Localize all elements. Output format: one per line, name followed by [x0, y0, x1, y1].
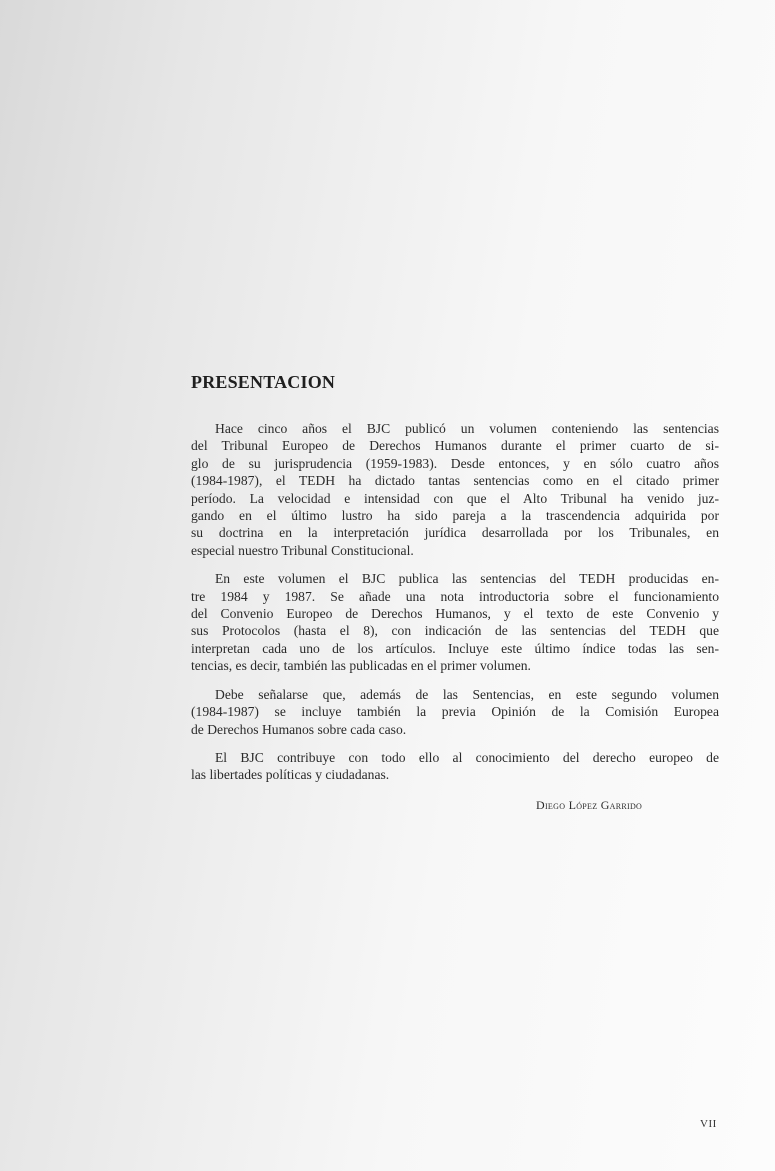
text-line: (1984-1987) se incluye también la previa Opinión de la Comisión Europea [191, 704, 719, 720]
text-line: del Tribunal Europeo de Derechos Humanos durante el primer cuarto de si- [191, 438, 719, 454]
paragraph-4 [191, 749, 719, 784]
paragraph-3 [191, 686, 719, 738]
text-line: glo de su jurisprudencia (1959-1983). Desde entonces, y en sólo cuatro años [191, 455, 719, 471]
text-line: tre 1984 y 1987. Se añade una nota introductoria sobre el funcionamiento [191, 588, 719, 604]
paragraph-1 [191, 420, 719, 559]
text-line: tencias, es decir, también las publicadas en el primer volumen. [191, 658, 531, 674]
text-line: El BJC contribuye con todo ello al conocimiento del derecho europeo de [215, 749, 719, 765]
text-line: su doctrina en la interpretación jurídica desarrollada por los Tribunales, en [191, 525, 719, 541]
text-line: de Derechos Humanos sobre cada caso. [191, 721, 407, 737]
page-title: PRESENTACION [191, 372, 336, 392]
text-line: Hace cinco años el BJC publicó un volumen conteniendo las sentencias [215, 421, 719, 436]
body-text [191, 420, 719, 795]
text-line: del Convenio Europeo de Derechos Humanos, y el texto de este Convenio y [191, 606, 719, 622]
text-line: especial nuestro Tribunal Constitucional. [191, 542, 414, 558]
text-line: En este volumen el BJC publica las sentencias del TEDH producidas en- [215, 571, 719, 587]
paragraph-2 [191, 570, 719, 674]
page-number: VII [700, 1118, 717, 1130]
text-line: Debe señalarse que, además de las Sentencias, en este segundo volumen [215, 686, 719, 702]
text-line: las libertades políticas y ciudadanas. [191, 767, 390, 783]
text-line: sus Protocolos (hasta el 8), con indicación de las sentencias del TEDH que [191, 623, 719, 639]
text-line: interpretan cada uno de los artículos. Incluye este último índice todas las sen- [191, 640, 719, 656]
text-line: período. La velocidad e intensidad con que el Alto Tribunal ha venido juz- [191, 490, 719, 506]
author-signature: Diego López Garrido [536, 798, 643, 812]
text-line: gando en el último lustro ha sido pareja a la trascendencia adquirida por [191, 508, 719, 524]
text-line: (1984-1987), el TEDH ha dictado tantas sentencias como en el citado primer [191, 473, 719, 489]
